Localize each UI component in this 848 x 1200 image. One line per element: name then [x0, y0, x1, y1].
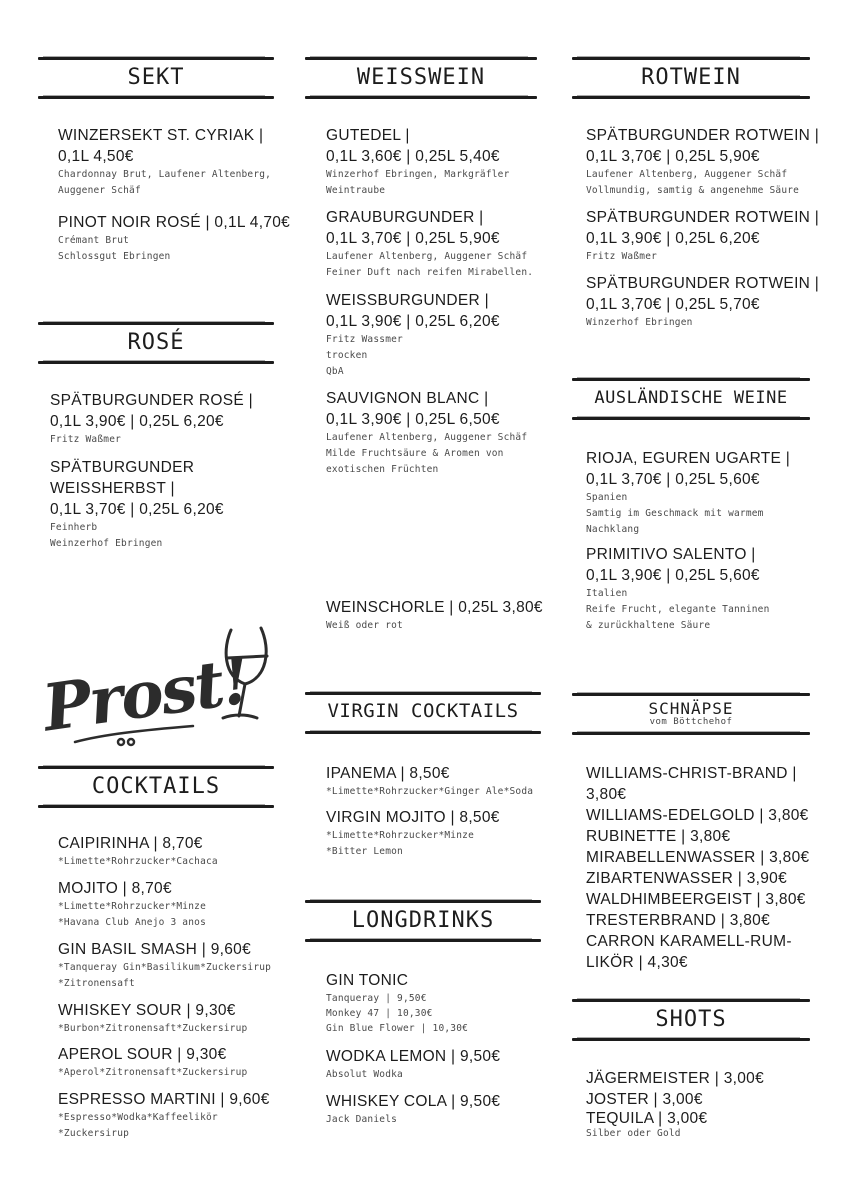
- item-name: SPÄTBURGUNDER: [50, 459, 195, 476]
- menu-item: [50, 457, 224, 552]
- item-name: GIN TONIC: [326, 972, 409, 989]
- item-name: MIRABELLENWASSER | 3,80€: [586, 849, 810, 866]
- item-name: TRESTERBRAND | 3,80€: [586, 912, 771, 929]
- menu-item: [586, 125, 819, 199]
- item-note: Fritz Waßmer: [586, 251, 658, 262]
- item-note: *Aperol*Zitronensaft*Zuckersirup: [58, 1067, 248, 1078]
- schnaepse-title: SCHNÄPSE: [648, 699, 734, 718]
- rotwein-title: ROTWEIN: [641, 65, 741, 90]
- item-name: IPANEMA | 8,50€: [326, 765, 450, 782]
- weisswein-header: [305, 57, 537, 99]
- item-name: WHISKEY SOUR | 9,30€: [58, 1002, 236, 1019]
- item-price: 0,1L 3,70€ | 0,25L 6,20€: [50, 501, 224, 518]
- menu-item: [326, 207, 533, 281]
- item-price: 0,1L 3,90€ | 0,25L 6,20€: [50, 413, 224, 430]
- item-name: WILLIAMS-CHRIST-BRAND |: [586, 765, 797, 782]
- item-name: GIN BASIL SMASH | 9,60€: [58, 941, 251, 958]
- item-name: WEISSBURGUNDER |: [326, 292, 489, 309]
- menu-item: [326, 290, 500, 380]
- item-note: Weiß oder rot: [326, 620, 403, 631]
- menu-item: [586, 207, 819, 265]
- item-name: WILLIAMS-EDELGOLD | 3,80€: [586, 807, 809, 824]
- item-name: RIOJA, EGUREN UGARTE |: [586, 450, 791, 467]
- item-name: JÄGERMEISTER | 3,00€: [586, 1070, 764, 1087]
- menu-item: [58, 878, 206, 931]
- cocktails-title: COCKTAILS: [91, 774, 221, 799]
- menu-item: [58, 1044, 247, 1081]
- item-name: SAUVIGNON BLANC |: [326, 390, 489, 407]
- prost-script-illustration: [35, 618, 280, 758]
- prost-text: Prost!: [38, 643, 254, 747]
- menu-item: [586, 273, 819, 331]
- shots-title: SHOTS: [655, 1007, 727, 1032]
- item-name: PRIMITIVO SALENTO |: [586, 546, 756, 563]
- item-note: Nachklang: [586, 524, 640, 535]
- item-note: *Limette*Rohrzucker*Minze: [58, 901, 206, 912]
- menu-item: [326, 807, 500, 860]
- item-note: Auggener Schäf: [58, 185, 141, 196]
- item-price: 0,1L 3,90€ | 0,25L 6,20€: [586, 230, 760, 247]
- item-name: PINOT NOIR ROSÉ | 0,1L 4,70€: [58, 214, 291, 231]
- sekt-header: [38, 57, 274, 99]
- menu-item: [326, 388, 527, 478]
- menu-item: [50, 390, 253, 448]
- item-note: QbA: [326, 366, 344, 377]
- item-note: *Limette*Rohrzucker*Minze: [326, 830, 474, 841]
- item-note: Feinherb: [50, 522, 98, 533]
- menu-item: [58, 125, 271, 199]
- weisswein-title: WEISSWEIN: [356, 65, 486, 90]
- item-name: WEISSHERBST |: [50, 480, 175, 497]
- item-note: Winzerhof Ebringen, Markgräfler: [326, 169, 510, 180]
- auslaendisch-header: [572, 378, 810, 420]
- item-name: JOSTER | 3,00€: [586, 1091, 703, 1108]
- item-price: 0,1L 3,90€ | 0,25L 6,20€: [326, 313, 500, 330]
- item-name: APEROL SOUR | 9,30€: [58, 1046, 227, 1063]
- item-note: Feiner Duft nach reifen Mirabellen.: [326, 267, 534, 278]
- menu-item: [326, 125, 510, 199]
- item-note: *Bitter Lemon: [326, 846, 403, 857]
- sekt-title: SEKT: [127, 65, 185, 90]
- shots-header: [572, 999, 810, 1041]
- item-price: 0,1L 3,90€ | 0,25L 5,60€: [586, 567, 760, 584]
- item-name: MOJITO | 8,70€: [58, 880, 172, 897]
- item-note: Chardonnay Brut, Laufener Altenberg,: [58, 169, 272, 180]
- item-note: *Zuckersirup: [58, 1128, 130, 1139]
- item-name: SPÄTBURGUNDER ROSÉ |: [50, 392, 253, 409]
- item-name: WODKA LEMON | 9,50€: [326, 1048, 501, 1065]
- item-note: Laufener Altenberg, Auggener Schäf: [586, 169, 788, 180]
- menu-item: [326, 597, 543, 634]
- item-price: 3,80€: [586, 786, 627, 803]
- item-note: *Zitronensaft: [58, 978, 135, 989]
- item-name: WINZERSEKT ST. CYRIAK |: [58, 127, 264, 144]
- item-note: Weintraube: [326, 185, 386, 196]
- item-note: trocken: [326, 350, 368, 361]
- item-name: WHISKEY COLA | 9,50€: [326, 1093, 501, 1110]
- item-note: Laufener Altenberg, Auggener Schäf: [326, 432, 528, 443]
- menu-item: [58, 1000, 247, 1037]
- item-price: 0,1L 4,50€: [58, 148, 134, 165]
- menu-item: [586, 448, 790, 538]
- item-name: SPÄTBURGUNDER ROTWEIN |: [586, 275, 820, 292]
- item-note: *Limette*Rohrzucker*Ginger Ale*Soda: [326, 786, 534, 797]
- menu-item: [58, 212, 290, 265]
- item-note: Spanien: [586, 492, 628, 503]
- menu-item: [326, 970, 468, 1036]
- item-price: 0,1L 3,70€ | 0,25L 5,90€: [586, 148, 760, 165]
- schnaepse-list: [586, 763, 809, 973]
- item-name: SPÄTBURGUNDER ROTWEIN |: [586, 209, 820, 226]
- item-note: Schlossgut Ebringen: [58, 251, 171, 262]
- rose-header: [38, 322, 274, 364]
- item-note: Crémant Brut: [58, 235, 130, 246]
- item-price: 0,1L 3,90€ | 0,25L 6,50€: [326, 411, 500, 428]
- item-name: ESPRESSO MARTINI | 9,60€: [58, 1091, 270, 1108]
- item-name: WEINSCHORLE | 0,25L 3,80€: [326, 599, 543, 616]
- item-note: Fritz Wassmer: [326, 334, 403, 345]
- item-note: Italien: [586, 588, 628, 599]
- item-note: Milde Fruchtsäure & Aromen von: [326, 448, 504, 459]
- item-note: Jack Daniels: [326, 1114, 398, 1125]
- schnaepse-subtitle: vom Böttchehof: [649, 717, 733, 727]
- item-note: Gin Blue Flower | 10,30€: [326, 1023, 469, 1034]
- menu-item: [58, 939, 271, 992]
- virgin-title: VIRGIN COCKTAILS: [327, 700, 519, 722]
- virgin-header: [305, 692, 541, 734]
- item-note: Tanqueray | 9,50€: [326, 993, 427, 1004]
- schnaepse-header: [572, 693, 810, 735]
- cocktails-header: [38, 766, 274, 808]
- item-note: *Espresso*Wodka*Kaffeelikör: [58, 1112, 218, 1123]
- item-price: 0,1L 3,70€ | 0,25L 5,90€: [326, 230, 500, 247]
- item-name: ZIBARTENWASSER | 3,90€: [586, 870, 787, 887]
- item-note: exotischen Früchten: [326, 464, 439, 475]
- item-note: Silber oder Gold: [586, 1128, 681, 1139]
- item-name: TEQUILA | 3,00€: [586, 1110, 708, 1127]
- menu-item: [326, 763, 533, 800]
- menu-item: [326, 1091, 500, 1128]
- rotwein-header: [572, 57, 810, 99]
- item-note: Weinzerhof Ebringen: [50, 538, 163, 549]
- item-note: Vollmundig, samtig & angenehme Säure: [586, 185, 800, 196]
- item-name: CARRON KARAMELL-RUM-: [586, 933, 792, 950]
- item-note: *Limette*Rohrzucker*Cachaca: [58, 856, 218, 867]
- item-note: Reife Frucht, elegante Tanninen: [586, 604, 770, 615]
- longdrinks-title: LONGDRINKS: [351, 908, 495, 933]
- item-name: CAIPIRINHA | 8,70€: [58, 835, 203, 852]
- item-name: SPÄTBURGUNDER ROTWEIN |: [586, 127, 820, 144]
- rose-title: ROSÉ: [127, 330, 185, 355]
- item-note: & zurückhaltene Säure: [586, 620, 711, 631]
- item-note: *Burbon*Zitronensaft*Zuckersirup: [58, 1023, 248, 1034]
- item-price: 0,1L 3,70€ | 0,25L 5,60€: [586, 471, 760, 488]
- item-price: LIKÖR | 4,30€: [586, 954, 688, 971]
- item-note: Fritz Waßmer: [50, 434, 122, 445]
- menu-item: [58, 833, 218, 870]
- item-note: Laufener Altenberg, Auggener Schäf: [326, 251, 528, 262]
- item-note: Samtig im Geschmack mit warmem: [586, 508, 764, 519]
- item-name: GUTEDEL |: [326, 127, 410, 144]
- shots-list: [586, 1068, 764, 1139]
- menu-item: [586, 544, 770, 634]
- menu-item: [58, 1089, 270, 1142]
- item-price: 0,1L 3,60€ | 0,25L 5,40€: [326, 148, 500, 165]
- item-note: *Havana Club Anejo 3 anos: [58, 917, 206, 928]
- item-note: Monkey 47 | 10,30€: [326, 1008, 433, 1019]
- longdrinks-header: [305, 900, 541, 942]
- item-name: GRAUBURGUNDER |: [326, 209, 484, 226]
- menu-item: [326, 1046, 500, 1083]
- item-name: VIRGIN MOJITO | 8,50€: [326, 809, 500, 826]
- item-name: RUBINETTE | 3,80€: [586, 828, 731, 845]
- item-name: WALDHIMBEERGEIST | 3,80€: [586, 891, 806, 908]
- item-note: Winzerhof Ebringen: [586, 317, 693, 328]
- item-price: 0,1L 3,70€ | 0,25L 5,70€: [586, 296, 760, 313]
- auslaendisch-title: AUSLÄNDISCHE WEINE: [594, 388, 788, 408]
- item-note: Absolut Wodka: [326, 1069, 403, 1080]
- item-note: *Tanqueray Gin*Basilikum*Zuckersirup: [58, 962, 272, 973]
